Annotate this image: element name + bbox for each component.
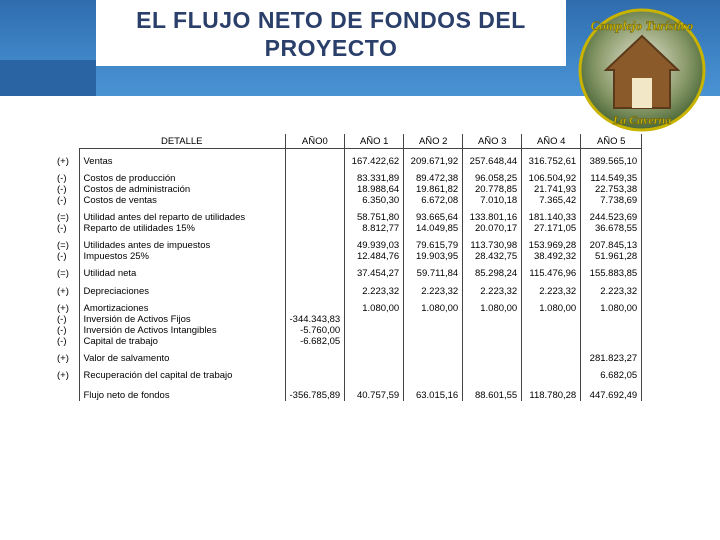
cell-year-5: 155.883,85	[581, 268, 642, 279]
cell-year-4: 27.171,05	[522, 223, 581, 234]
row-label: Costos de producción	[79, 173, 285, 184]
cell-year-1	[345, 353, 404, 364]
cell-year-3: 88.601,55	[463, 390, 522, 401]
cell-year-2: 93.665,64	[404, 212, 463, 223]
cell-year-4	[522, 353, 581, 364]
row-sign: (+)	[57, 286, 69, 297]
cell-year-3: 20.070,17	[463, 223, 522, 234]
table-row	[55, 184, 642, 195]
cell-year-4	[522, 314, 581, 325]
cell-year-1	[345, 336, 404, 347]
cell-year-3	[463, 314, 522, 325]
table-row	[55, 336, 642, 347]
cell-year-1: 167.422,62	[345, 156, 404, 167]
header-detalle: DETALLE	[79, 134, 285, 149]
cell-year-1	[345, 314, 404, 325]
cell-year-5	[581, 336, 642, 347]
row-label: Ventas	[79, 156, 285, 167]
cell-year-0	[285, 268, 345, 279]
table-row	[55, 314, 642, 325]
cell-year-5: 6.682,05	[581, 370, 642, 381]
cell-year-1	[345, 325, 404, 336]
cell-year-0	[285, 370, 345, 381]
cell-year-1: 40.757,59	[345, 390, 404, 401]
cell-year-0	[285, 212, 345, 223]
header-year-3: AÑO 3	[463, 134, 522, 149]
cell-year-0	[285, 173, 345, 184]
table-row	[55, 223, 642, 234]
cell-year-5: 1.080,00	[581, 303, 642, 314]
row-label: Utilidad antes del reparto de utilidades	[79, 212, 285, 223]
header-year-0: AÑO0	[285, 134, 345, 149]
cell-year-0	[285, 303, 345, 314]
cell-year-3	[463, 325, 522, 336]
logo-text-top: Complejo Turístico	[590, 18, 694, 33]
cell-year-2	[404, 336, 463, 347]
row-label: Inversión de Activos Fijos	[79, 314, 285, 325]
door-icon	[632, 78, 652, 108]
cell-year-3: 2.223,32	[463, 286, 522, 297]
cash-flow-table	[55, 134, 642, 401]
row-label: Utilidades antes de impuestos	[79, 240, 285, 251]
cell-year-1: 12.484,76	[345, 251, 404, 262]
row-label: Reparto de utilidades 15%	[79, 223, 285, 234]
cell-year-4: 181.140,33	[522, 212, 581, 223]
cell-year-3	[463, 353, 522, 364]
cell-year-3: 7.010,18	[463, 195, 522, 206]
header-year-4: AÑO 4	[522, 134, 581, 149]
table-row	[55, 240, 642, 251]
table-body	[55, 149, 642, 402]
cell-year-1: 49.939,03	[345, 240, 404, 251]
cell-year-0	[285, 251, 345, 262]
cell-year-4: 38.492,32	[522, 251, 581, 262]
row-label: Impuestos 25%	[79, 251, 285, 262]
cell-year-4	[522, 370, 581, 381]
cell-year-0	[285, 184, 345, 195]
cell-year-0	[285, 286, 345, 297]
cell-year-2: 1.080,00	[404, 303, 463, 314]
cell-year-2: 19.903,95	[404, 251, 463, 262]
cell-year-5: 207.845,13	[581, 240, 642, 251]
cell-year-1: 18.988,64	[345, 184, 404, 195]
row-label: Amortizaciones	[79, 303, 285, 314]
slide-title	[96, 6, 566, 62]
cell-year-1	[345, 370, 404, 381]
table-row	[55, 251, 642, 262]
cell-year-5: 7.738,69	[581, 195, 642, 206]
company-logo	[578, 8, 706, 132]
row-label: Costos de administración	[79, 184, 285, 195]
table-header-row	[55, 134, 642, 149]
table-row	[55, 173, 642, 184]
row-label: Recuperación del capital de trabajo	[79, 370, 285, 381]
table-row	[55, 156, 642, 167]
row-sign: (=)	[57, 268, 69, 279]
cell-year-4: 153.969,28	[522, 240, 581, 251]
total-row	[55, 390, 642, 401]
row-sign: (-)	[57, 223, 67, 234]
spacer-row	[55, 149, 642, 157]
row-label: Utilidad neta	[79, 268, 285, 279]
cell-year-5	[581, 325, 642, 336]
cell-year-5: 114.549,35	[581, 173, 642, 184]
table-row	[55, 325, 642, 336]
cell-year-1: 58.751,80	[345, 212, 404, 223]
row-label: Valor de salvamento	[79, 353, 285, 364]
row-sign: (+)	[57, 156, 69, 167]
cell-year-4: 106.504,92	[522, 173, 581, 184]
header-year-2: AÑO 2	[404, 134, 463, 149]
cell-year-0	[285, 156, 345, 167]
row-sign: (-)	[57, 173, 67, 184]
row-label: Capital de trabajo	[79, 336, 285, 347]
row-label: Depreciaciones	[79, 286, 285, 297]
cell-year-5	[581, 314, 642, 325]
row-sign: (-)	[57, 325, 67, 336]
logo-text-bottom: La Caverna	[612, 113, 672, 127]
header-year-5: AÑO 5	[581, 134, 642, 149]
row-sign: (+)	[57, 370, 69, 381]
row-sign: (-)	[57, 251, 67, 262]
cell-year-3: 257.648,44	[463, 156, 522, 167]
table-row	[55, 268, 642, 279]
banner-accent	[0, 60, 96, 96]
cell-year-2: 209.671,92	[404, 156, 463, 167]
cell-year-2	[404, 325, 463, 336]
cell-year-2: 59.711,84	[404, 268, 463, 279]
cell-year-1: 37.454,27	[345, 268, 404, 279]
cell-year-2	[404, 370, 463, 381]
cell-year-0	[285, 223, 345, 234]
cell-year-4: 118.780,28	[522, 390, 581, 401]
cell-year-0	[285, 353, 345, 364]
cell-year-5: 389.565,10	[581, 156, 642, 167]
cell-year-5: 281.823,27	[581, 353, 642, 364]
cell-year-2	[404, 314, 463, 325]
cell-year-2: 2.223,32	[404, 286, 463, 297]
row-sign	[55, 390, 79, 401]
row-sign: (-)	[57, 195, 67, 206]
cell-year-5: 22.753,38	[581, 184, 642, 195]
cell-year-4: 2.223,32	[522, 286, 581, 297]
cell-year-1: 6.350,30	[345, 195, 404, 206]
cell-year-3: 1.080,00	[463, 303, 522, 314]
cell-year-5: 2.223,32	[581, 286, 642, 297]
row-label: Inversión de Activos Intangibles	[79, 325, 285, 336]
cell-year-4: 7.365,42	[522, 195, 581, 206]
header-year-1: AÑO 1	[345, 134, 404, 149]
cell-year-3: 133.801,16	[463, 212, 522, 223]
cell-year-2: 14.049,85	[404, 223, 463, 234]
title-line-2: PROYECTO	[264, 35, 398, 61]
cell-year-3: 96.058,25	[463, 173, 522, 184]
row-sign: (+)	[57, 303, 69, 314]
cell-year-4: 115.476,96	[522, 268, 581, 279]
row-sign: (-)	[57, 314, 67, 325]
cell-year-0: -356.785,89	[285, 390, 345, 401]
spacer-row	[55, 279, 642, 286]
table-row	[55, 353, 642, 364]
cell-year-4: 1.080,00	[522, 303, 581, 314]
cell-year-4: 21.741,93	[522, 184, 581, 195]
cell-year-4	[522, 325, 581, 336]
cell-year-0	[285, 240, 345, 251]
row-sign: (=)	[57, 212, 69, 223]
row-sign: (=)	[57, 240, 69, 251]
cell-year-0	[285, 195, 345, 206]
cell-year-2: 19.861,82	[404, 184, 463, 195]
cell-year-4: 316.752,61	[522, 156, 581, 167]
cell-year-5: 244.523,69	[581, 212, 642, 223]
cell-year-2: 89.472,38	[404, 173, 463, 184]
cell-year-0: -5.760,00	[285, 325, 345, 336]
row-sign: (+)	[57, 353, 69, 364]
row-label: Flujo neto de fondos	[79, 390, 285, 401]
cell-year-3: 113.730,98	[463, 240, 522, 251]
cell-year-1: 1.080,00	[345, 303, 404, 314]
table-row	[55, 286, 642, 297]
cell-year-0: -344.343,83	[285, 314, 345, 325]
cell-year-3: 28.432,75	[463, 251, 522, 262]
cell-year-2: 79.615,79	[404, 240, 463, 251]
cell-year-5: 51.961,28	[581, 251, 642, 262]
cell-year-5: 447.692,49	[581, 390, 642, 401]
cell-year-1: 2.223,32	[345, 286, 404, 297]
row-sign: (-)	[57, 336, 67, 347]
table-row	[55, 212, 642, 223]
cell-year-4	[522, 336, 581, 347]
cell-year-3: 85.298,24	[463, 268, 522, 279]
cell-year-2: 63.015,16	[404, 390, 463, 401]
cell-year-2: 6.672,08	[404, 195, 463, 206]
cell-year-1: 8.812,77	[345, 223, 404, 234]
row-sign: (-)	[57, 184, 67, 195]
spacer-row	[55, 381, 642, 390]
title-line-1: EL FLUJO NETO DE FONDOS DEL	[136, 7, 526, 33]
cell-year-3: 20.778,85	[463, 184, 522, 195]
cell-year-0: -6.682,05	[285, 336, 345, 347]
cell-year-3	[463, 370, 522, 381]
cell-year-1: 83.331,89	[345, 173, 404, 184]
table-row	[55, 303, 642, 314]
table-row	[55, 195, 642, 206]
row-label: Costos de ventas	[79, 195, 285, 206]
cell-year-3	[463, 336, 522, 347]
cell-year-2	[404, 353, 463, 364]
cell-year-5: 36.678,55	[581, 223, 642, 234]
table-row	[55, 370, 642, 381]
